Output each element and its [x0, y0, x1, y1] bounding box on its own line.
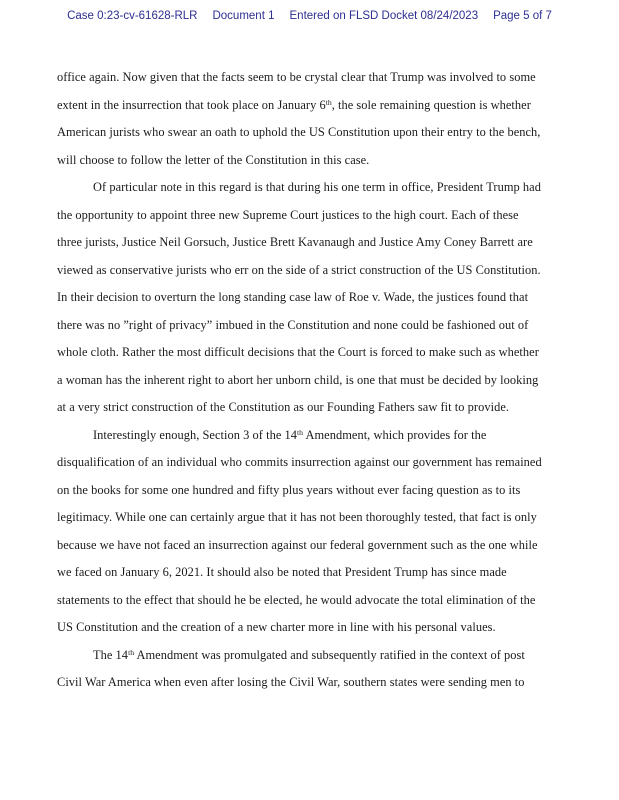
text-line: legitimacy. While one can certainly argue that it has not been thoroughly tested, that fact is only — [57, 510, 537, 524]
text-line: Interestingly enough, Section 3 of the 14th Amendment, which provides for the — [93, 427, 487, 442]
text-line: In their decision to overturn the long standing case law of Roe v. Wade, the justices found that — [57, 290, 529, 304]
document-body — [57, 64, 569, 697]
text-line: a woman has the inherent right to abort her unborn child, is one that must be decided by looking — [57, 372, 539, 387]
text-line: extent in the insurrection that took place on January 6th, the sole remaining question is whether — [57, 97, 531, 112]
text-line: American jurists who swear an oath to uphold the US Constitution upon their entry to the bench, — [57, 125, 541, 139]
text-line: Of particular note in this regard is that during his one term in office, President Trump had — [93, 180, 541, 194]
case-header — [0, 0, 619, 23]
docket-entry: Entered on FLSD Docket 08/24/2023 — [289, 10, 479, 22]
text-line: US Constitution and the creation of a new charter more in line with his personal values. — [57, 620, 496, 634]
text-line: at a very strict construction of the Constitution as our Founding Fathers saw fit to provide. — [57, 400, 510, 414]
text-line: viewed as conservative jurists who err on the side of a strict construction of the US Constitution. — [57, 262, 541, 277]
text-line: Civil War America when even after losing the Civil War, southern states were sending men to — [57, 675, 525, 689]
text-line: whole cloth. Rather the most difficult decisions that the Court is forced to make such as whether — [57, 345, 539, 359]
text-line: disqualification of an individual who commits insurrection against our government has remained — [57, 455, 542, 469]
text-line: on the books for some one hundred and fifty plus years without ever facing question as to its — [57, 482, 521, 497]
text-line: office again. Now given that the facts seem to be crystal clear that Trump was involved to some — [57, 70, 536, 84]
case-number: Case 0:23-cv-61628-RLR — [67, 10, 198, 22]
text-line: there was no ”right of privacy” imbued in the Constitution and none could be fashioned out of — [57, 317, 529, 332]
page-number: Page 5 of 7 — [493, 10, 552, 22]
document-number: Document 1 — [212, 10, 275, 22]
text-line: will choose to follow the letter of the Constitution in this case. — [57, 152, 370, 167]
text-line: statements to the effect that should he be elected, he would advocate the total elimination of the — [57, 592, 536, 607]
text-line: we faced on January 6, 2021. It should also be noted that President Trump has since made — [57, 565, 507, 579]
text-line: the opportunity to appoint three new Supreme Court justices to the high court. Each of these — [57, 207, 519, 222]
text-line: three jurists, Justice Neil Gorsuch, Justice Brett Kavanaugh and Justice Amy Coney Barrett are — [57, 235, 533, 249]
text-line: The 14th Amendment was promulgated and subsequently ratified in the context of post — [93, 647, 525, 662]
text-line: because we have not faced an insurrection against our federal government such as the one while — [57, 537, 538, 552]
